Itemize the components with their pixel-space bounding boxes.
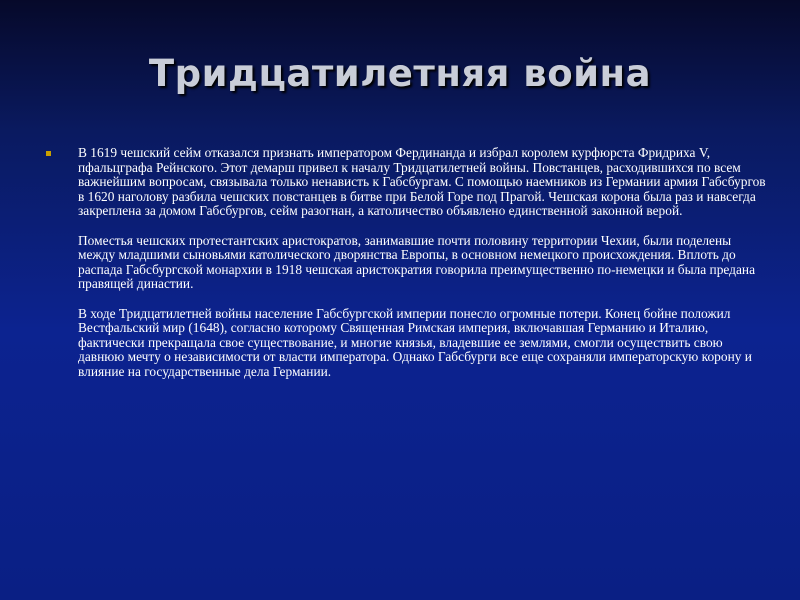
slide-title: Тридцатилетняя война xyxy=(148,52,652,95)
slide-content xyxy=(46,146,766,394)
paragraph-2: Поместья чешских протестантских аристократов, занимавшие почти половину территории Чехии, были поделены между младшими сыновьями католического дворянства Европы, в основном немецкого происхождения. Вплоть до распада Габсбургской монархии в 1918 чешская аристократия говорила преимущественно по-немецки и была предана правящей династии. xyxy=(78,232,756,292)
square-bullet-icon xyxy=(46,151,51,156)
bullet-text xyxy=(78,146,766,380)
paragraph-1: В 1619 чешский сейм отказался признать императором Фердинанда и избрал королем курфюрста Фридриха V, пфальцграфа Рейнского. Этот демарш привел к началу Тридцатилетней войны. Повстанцев, расходившихся по всем важнейшим вопросам, связывала только ненависть к Габсбургам. С помощью наемников из Германии армия Габсбургов в 1620 наголову разбила чешских повстанцев в битве при Белой Горе под Прагой. Чешская корона была раз и навсегда закреплена за домом Габсбургов, сейм разогнан, а католичество объявлено единственной законной верой. xyxy=(78,145,766,219)
paragraph-3: В ходе Тридцатилетней войны население Габсбургской империи понесло огромные потери. Конец бойне положил Вестфальский мир (1648), согласно которому Священная Римская империя, включавшая Германию и Италию, фактически прекращала свое существование, и многие князья, владевшие ее землями, смогли осуществить свою давнюю мечту о независимости от власти императора. Однако Габсбурги все еще сохраняли императорскую корону и влияние на государственные дела Германии. xyxy=(78,305,752,379)
